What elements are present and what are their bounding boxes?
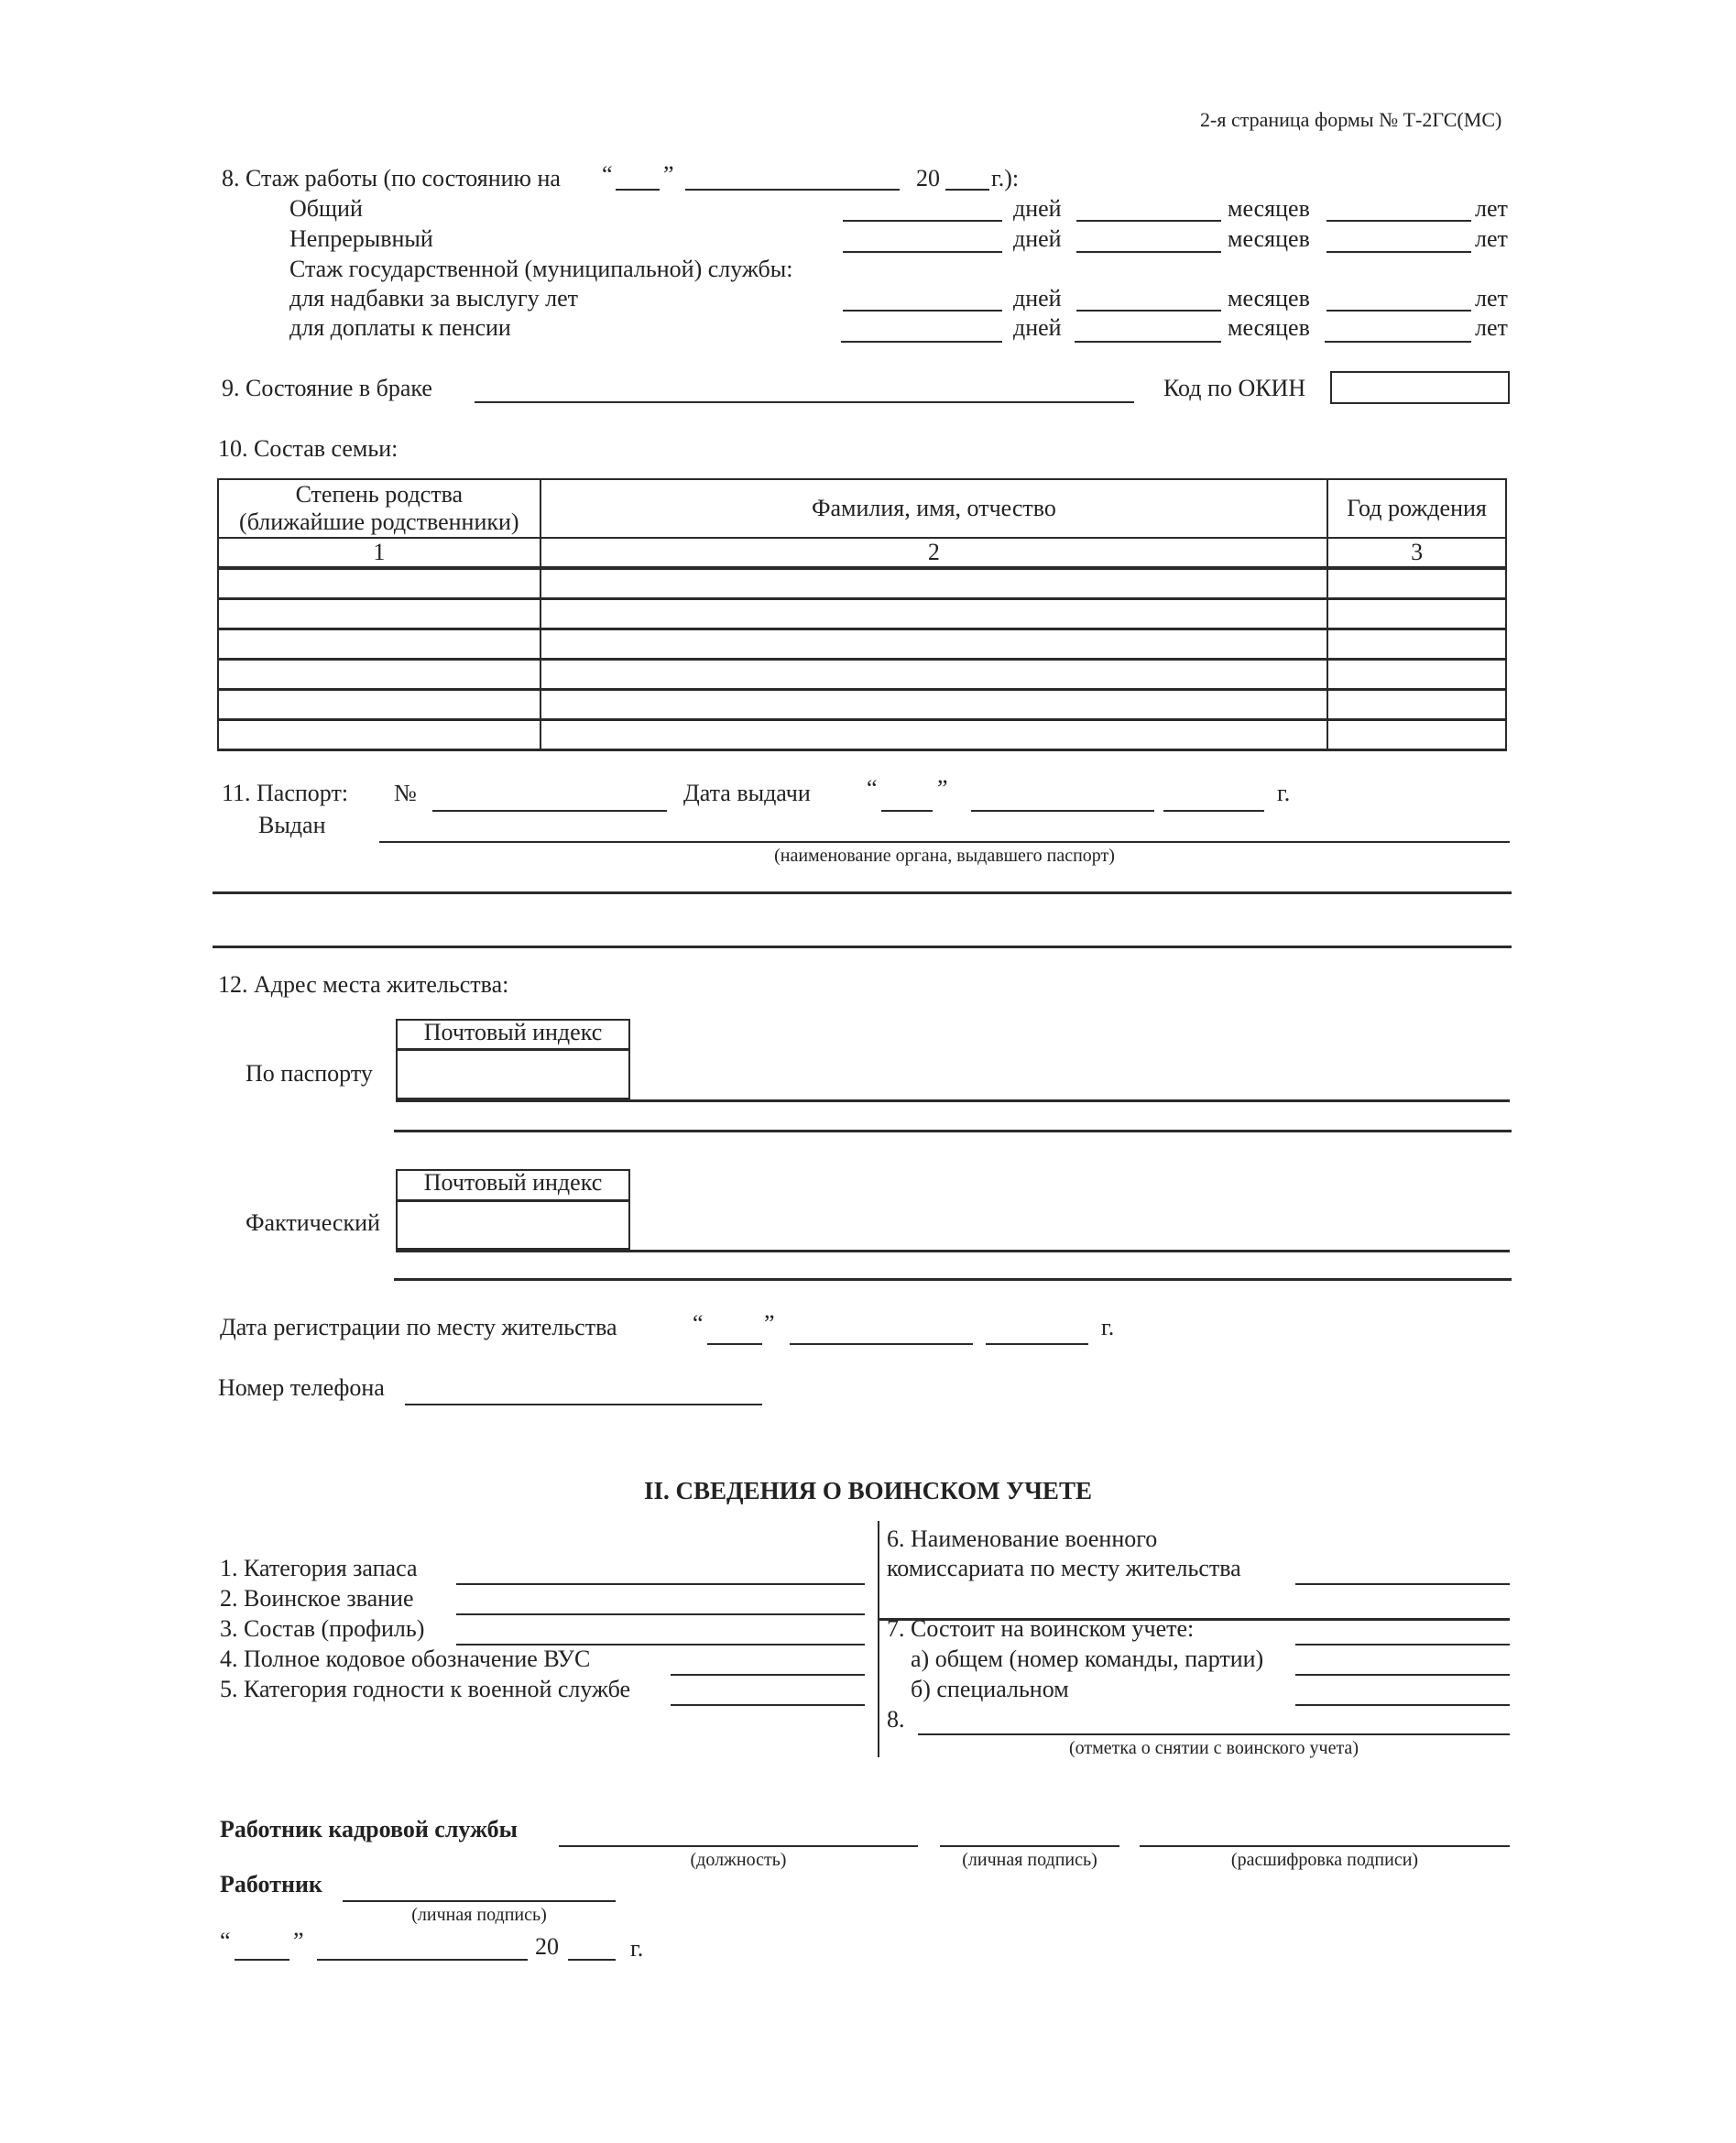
name-cell[interactable] [540, 568, 1328, 599]
table-row [218, 720, 1506, 750]
tenure-bonus-days-field[interactable] [843, 284, 1002, 312]
column-header-birth-year: Год рождения [1327, 479, 1506, 538]
birth-year-cell[interactable] [1327, 660, 1506, 690]
marital-status-field[interactable] [475, 376, 1134, 403]
issue-month-field[interactable] [971, 784, 1154, 812]
year-suffix: г. [1277, 780, 1291, 806]
deregistration-field[interactable] [918, 1708, 1510, 1735]
years-label: лет [1475, 285, 1508, 312]
composition-profile-label: 3. Состав (профиль) [220, 1615, 425, 1642]
sign-month-field[interactable] [317, 1933, 528, 1961]
name-cell[interactable] [540, 720, 1328, 750]
year-suffix: г.): [991, 165, 1020, 191]
days-label: дней [1013, 195, 1062, 222]
as-of-year-field[interactable] [945, 163, 989, 191]
fitness-category-label: 5. Категория годности к военной службе [220, 1676, 631, 1702]
fitness-category-field[interactable] [671, 1678, 865, 1706]
tenure-bonus-years-field[interactable] [1327, 284, 1471, 312]
registration-day-field[interactable] [707, 1318, 762, 1345]
table-row [218, 660, 1506, 690]
year-prefix: 20 [916, 165, 940, 191]
passport-label: 11. Паспорт: [222, 780, 349, 806]
name-cell[interactable] [540, 690, 1328, 720]
actual-address-field[interactable] [396, 1250, 1510, 1252]
quote-close: ” [937, 775, 948, 802]
days-label: дней [1013, 314, 1062, 341]
general-registration-label: а) общем (номер команды, партии) [911, 1646, 1264, 1672]
deregistration-caption: (отметка о снятии с воинского учета) [1069, 1738, 1359, 1758]
signature-decoding-caption: (расшифровка подписи) [1230, 1850, 1419, 1870]
column-divider [878, 1521, 879, 1757]
issued-by-label: Выдан [258, 812, 326, 838]
name-cell[interactable] [540, 599, 1328, 629]
postal-index-divider [396, 1199, 630, 1202]
personal-signature-caption: (личная подпись) [962, 1850, 1097, 1870]
tenure-total-months-field[interactable] [1076, 194, 1221, 222]
quote-open: “ [602, 161, 613, 188]
issued-by-caption: (наименование органа, выдавшего паспорт) [774, 846, 1115, 866]
passport-address-line2[interactable] [394, 1130, 1512, 1132]
column-header-relation: Степень родства (ближайшие родственники) [218, 479, 540, 538]
relation-cell[interactable] [218, 568, 540, 599]
general-registration-field[interactable] [1295, 1648, 1510, 1676]
special-registration-field[interactable] [1295, 1678, 1510, 1706]
name-cell[interactable] [540, 660, 1328, 690]
days-label: дней [1013, 285, 1062, 312]
year-suffix: г. [1101, 1314, 1115, 1340]
vus-code-field[interactable] [671, 1648, 865, 1676]
months-label: месяцев [1228, 285, 1310, 312]
quote-close: ” [293, 1928, 304, 1954]
quote-open: “ [220, 1928, 231, 1954]
column-number: 2 [540, 538, 1328, 568]
tenure-continuous-days-field[interactable] [843, 225, 1002, 253]
military-rank-label: 2. Воинское звание [220, 1585, 414, 1612]
table-row [218, 599, 1506, 629]
hr-worker-label: Работник кадровой службы [220, 1816, 518, 1842]
okin-code-field[interactable] [1330, 371, 1510, 404]
tenure-bonus-months-field[interactable] [1076, 284, 1221, 312]
table-row [218, 568, 1506, 599]
phone-label: Номер телефона [218, 1374, 385, 1401]
postal-index-label: Почтовый индекс [423, 1169, 603, 1196]
name-cell[interactable] [540, 629, 1328, 660]
form-page-label: 2-я страница формы № Т-2ГС(МС) [1200, 108, 1502, 131]
family-table [217, 478, 1507, 751]
tenure-civil-service-label: Стаж государственной (муниципальной) службы: [289, 256, 793, 282]
birth-year-cell[interactable] [1327, 720, 1506, 750]
months-label: месяцев [1228, 225, 1310, 252]
issued-by-field[interactable] [379, 815, 1510, 843]
postal-index-label: Почтовый индекс [423, 1019, 603, 1045]
registration-date-label: Дата регистрации по месту жительства [220, 1314, 617, 1340]
phone-field[interactable] [405, 1378, 762, 1405]
issue-day-field[interactable] [881, 784, 933, 812]
relation-cell[interactable] [218, 660, 540, 690]
sign-year-field[interactable] [568, 1933, 616, 1961]
passport-number-field[interactable] [432, 784, 667, 812]
column-header-full-name: Фамилия, имя, отчество [540, 479, 1328, 538]
worker-label: Работник [220, 1871, 322, 1897]
years-label: лет [1475, 225, 1508, 252]
issued-by-continuation-line[interactable] [213, 946, 1512, 948]
tenure-total-days-field[interactable] [843, 194, 1002, 222]
year-prefix: 20 [535, 1933, 559, 1960]
tenure-continuous-months-field[interactable] [1076, 225, 1221, 253]
birth-year-cell[interactable] [1327, 629, 1506, 660]
tenure-total-label: Общий [289, 195, 363, 222]
passport-address-field[interactable] [396, 1099, 1510, 1102]
tenure-pension-label: для доплаты к пенсии [289, 314, 511, 341]
actual-address-line2[interactable] [394, 1278, 1512, 1281]
quote-open: “ [693, 1310, 704, 1337]
special-registration-label: б) специальном [911, 1676, 1069, 1702]
hr-position-field[interactable] [559, 1820, 918, 1847]
reserve-category-label: 1. Категория запаса [220, 1555, 418, 1581]
birth-year-cell[interactable] [1327, 568, 1506, 599]
composition-profile-field[interactable] [456, 1618, 865, 1646]
registered-label: 7. Состоит на воинском учете: [887, 1615, 1195, 1642]
postal-index-divider [396, 1048, 630, 1051]
military-rank-field[interactable] [456, 1588, 865, 1615]
days-label: дней [1013, 225, 1062, 252]
family-label: 10. Состав семьи: [218, 435, 399, 462]
commissariat-label-line2: комиссариата по месту жительства [887, 1555, 1241, 1581]
passport-number-label: № [394, 780, 417, 806]
hr-signature-decoding-field[interactable] [1140, 1820, 1510, 1847]
months-label: месяцев [1228, 314, 1310, 341]
commissariat-field[interactable] [1295, 1558, 1510, 1585]
tenure-pension-years-field[interactable] [1325, 315, 1471, 343]
passport-address-label: По паспорту [246, 1060, 373, 1087]
hr-signature-field[interactable] [940, 1820, 1119, 1847]
actual-address-label: Фактический [246, 1209, 380, 1236]
marital-status-label: 9. Состояние в браке [222, 375, 432, 401]
deregistration-label: 8. [887, 1706, 905, 1733]
registered-field[interactable] [1295, 1618, 1510, 1646]
relation-cell[interactable] [218, 629, 540, 660]
months-label: месяцев [1228, 195, 1310, 222]
sign-day-field[interactable] [235, 1933, 289, 1961]
reserve-category-field[interactable] [456, 1558, 865, 1585]
as-of-day-field[interactable] [616, 163, 660, 191]
issue-date-label: Дата выдачи [683, 780, 811, 806]
table-row [218, 690, 1506, 720]
as-of-month-field[interactable] [685, 163, 900, 191]
relation-cell[interactable] [218, 690, 540, 720]
military-section-title: II. СВЕДЕНИЯ О ВОИНСКОМ УЧЕТЕ [644, 1477, 1092, 1504]
tenure-continuous-years-field[interactable] [1327, 225, 1471, 253]
commissariat-label-line1: 6. Наименование военного [887, 1525, 1158, 1552]
tenure-bonus-label: для надбавки за выслугу лет [289, 285, 579, 312]
tenure-total-years-field[interactable] [1327, 194, 1471, 222]
issued-by-continuation-line[interactable] [213, 891, 1512, 894]
relation-cell[interactable] [218, 720, 540, 750]
postal-index-actual-field[interactable] [399, 1203, 627, 1247]
years-label: лет [1475, 195, 1508, 222]
tenure-continuous-label: Непрерывный [289, 225, 433, 252]
worker-signature-field[interactable] [343, 1875, 616, 1902]
postal-index-passport-field[interactable] [399, 1052, 627, 1096]
section8-title: 8. Стаж работы (по состоянию на [222, 165, 561, 191]
position-caption: (должность) [690, 1850, 787, 1870]
year-suffix: г. [630, 1935, 644, 1962]
table-row [218, 629, 1506, 660]
birth-year-cell[interactable] [1327, 690, 1506, 720]
vus-code-label: 4. Полное кодовое обозначение ВУС [220, 1646, 591, 1672]
column-number: 3 [1327, 538, 1506, 568]
quote-open: “ [867, 775, 878, 802]
quote-close: ” [663, 161, 674, 188]
registration-year-field[interactable] [986, 1318, 1088, 1345]
registration-month-field[interactable] [790, 1318, 973, 1345]
issue-year-field[interactable] [1163, 784, 1264, 812]
address-label: 12. Адрес места жительства: [218, 971, 509, 998]
tenure-pension-months-field[interactable] [1075, 315, 1221, 343]
relation-cell[interactable] [218, 599, 540, 629]
okin-code-label: Код по ОКИН [1163, 375, 1306, 401]
worker-signature-caption: (личная подпись) [411, 1905, 547, 1925]
years-label: лет [1475, 314, 1508, 341]
column-number: 1 [218, 538, 540, 568]
tenure-pension-days-field[interactable] [841, 315, 1002, 343]
birth-year-cell[interactable] [1327, 599, 1506, 629]
quote-close: ” [764, 1310, 775, 1337]
